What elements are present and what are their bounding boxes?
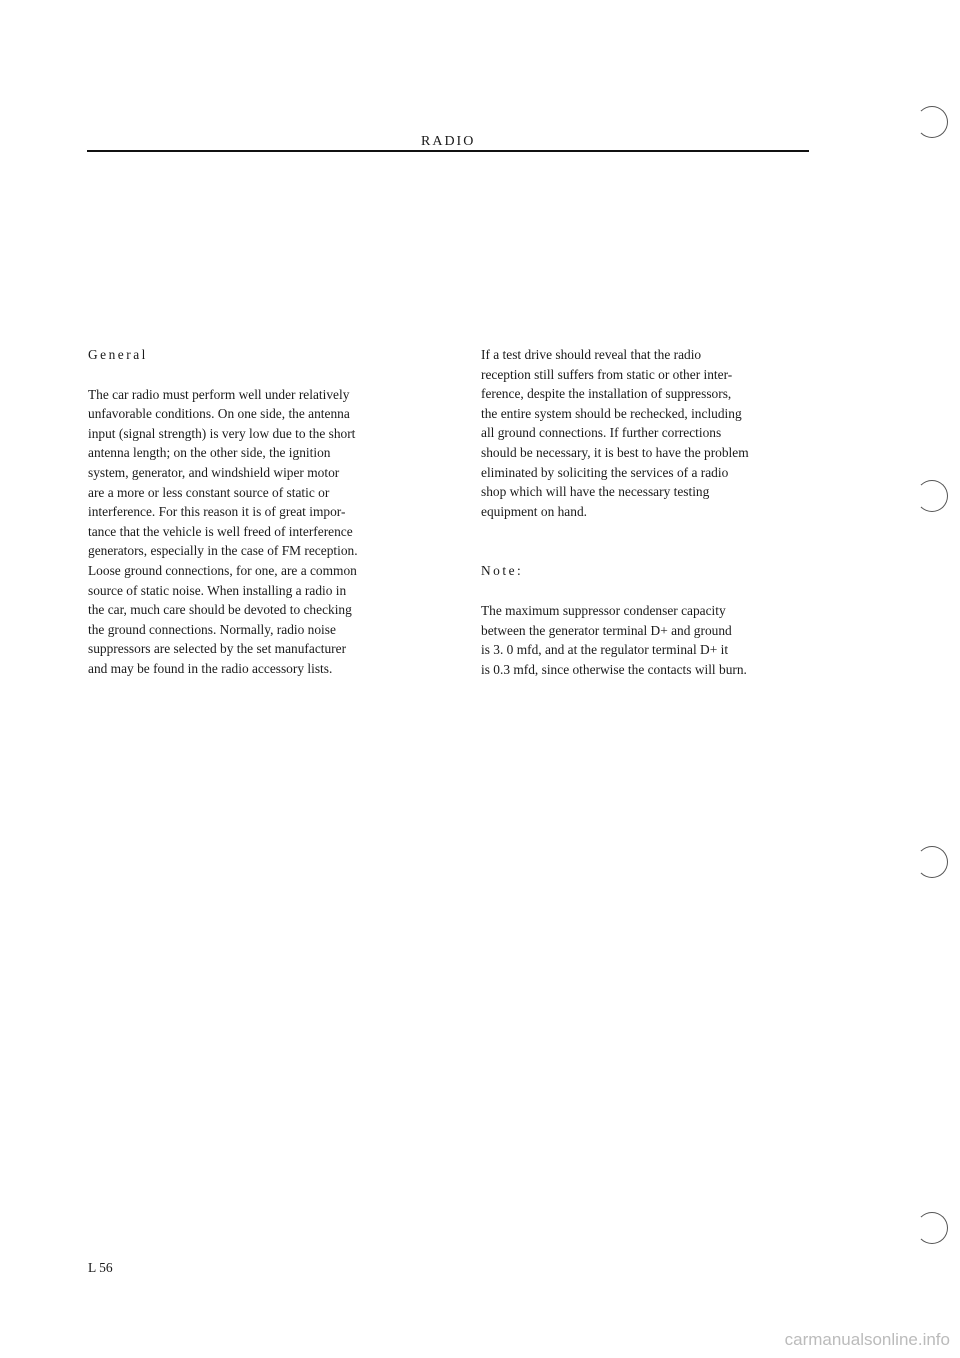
- punch-hole-icon: [916, 106, 948, 138]
- page-title: RADIO: [421, 134, 476, 149]
- punch-hole-icon: [916, 1212, 948, 1244]
- punch-hole-icon: [916, 846, 948, 878]
- note-heading: Note:: [481, 563, 524, 579]
- punch-hole-icon: [916, 480, 948, 512]
- header-rule: [87, 150, 809, 152]
- watermark: carmanualsonline.info: [784, 1330, 950, 1349]
- note-paragraph: The maximum suppressor condenser capacity between the generator terminal D+ and ground is 3. 0 mfd, and at the regulator terminal D+ it is 0.3 mfd, since otherwise the contacts will burn.: [481, 602, 747, 677]
- section-heading-general: General: [88, 347, 148, 362]
- general-paragraph: The car radio must perform well under relatively unfavorable conditions. On one side, the antenna input (signal strength) is very low due to the short antenna length; on the other side, the ignition system, generator, and windshield wiper motor are a more or less constant source of static or interference. For this reason it is of great impor- tance that the vehicle is well freed of interference generators, especially in the case of FM reception. Loose ground connections, for one, are a common source of static noise. When installing a radio in the car, much care should be devoted to checking the ground connections. Normally, radio noise suppressors are selected by the set manufacturer and may be found in the radio accessory lists.: [88, 386, 358, 676]
- right-column: [481, 345, 826, 679]
- test-drive-paragraph: If a test drive should reveal that the radio reception still suffers from static or other inter- ference, despite the installation of suppressors, the entire system should be rechecked, including all ground connections. If further corrections should be necessary, it is best to have the problem eliminated by soliciting the services of a radio shop which will have the necessary testing equipment on hand.: [481, 347, 749, 519]
- left-column: [88, 345, 453, 679]
- page-number: L 56: [88, 1260, 113, 1275]
